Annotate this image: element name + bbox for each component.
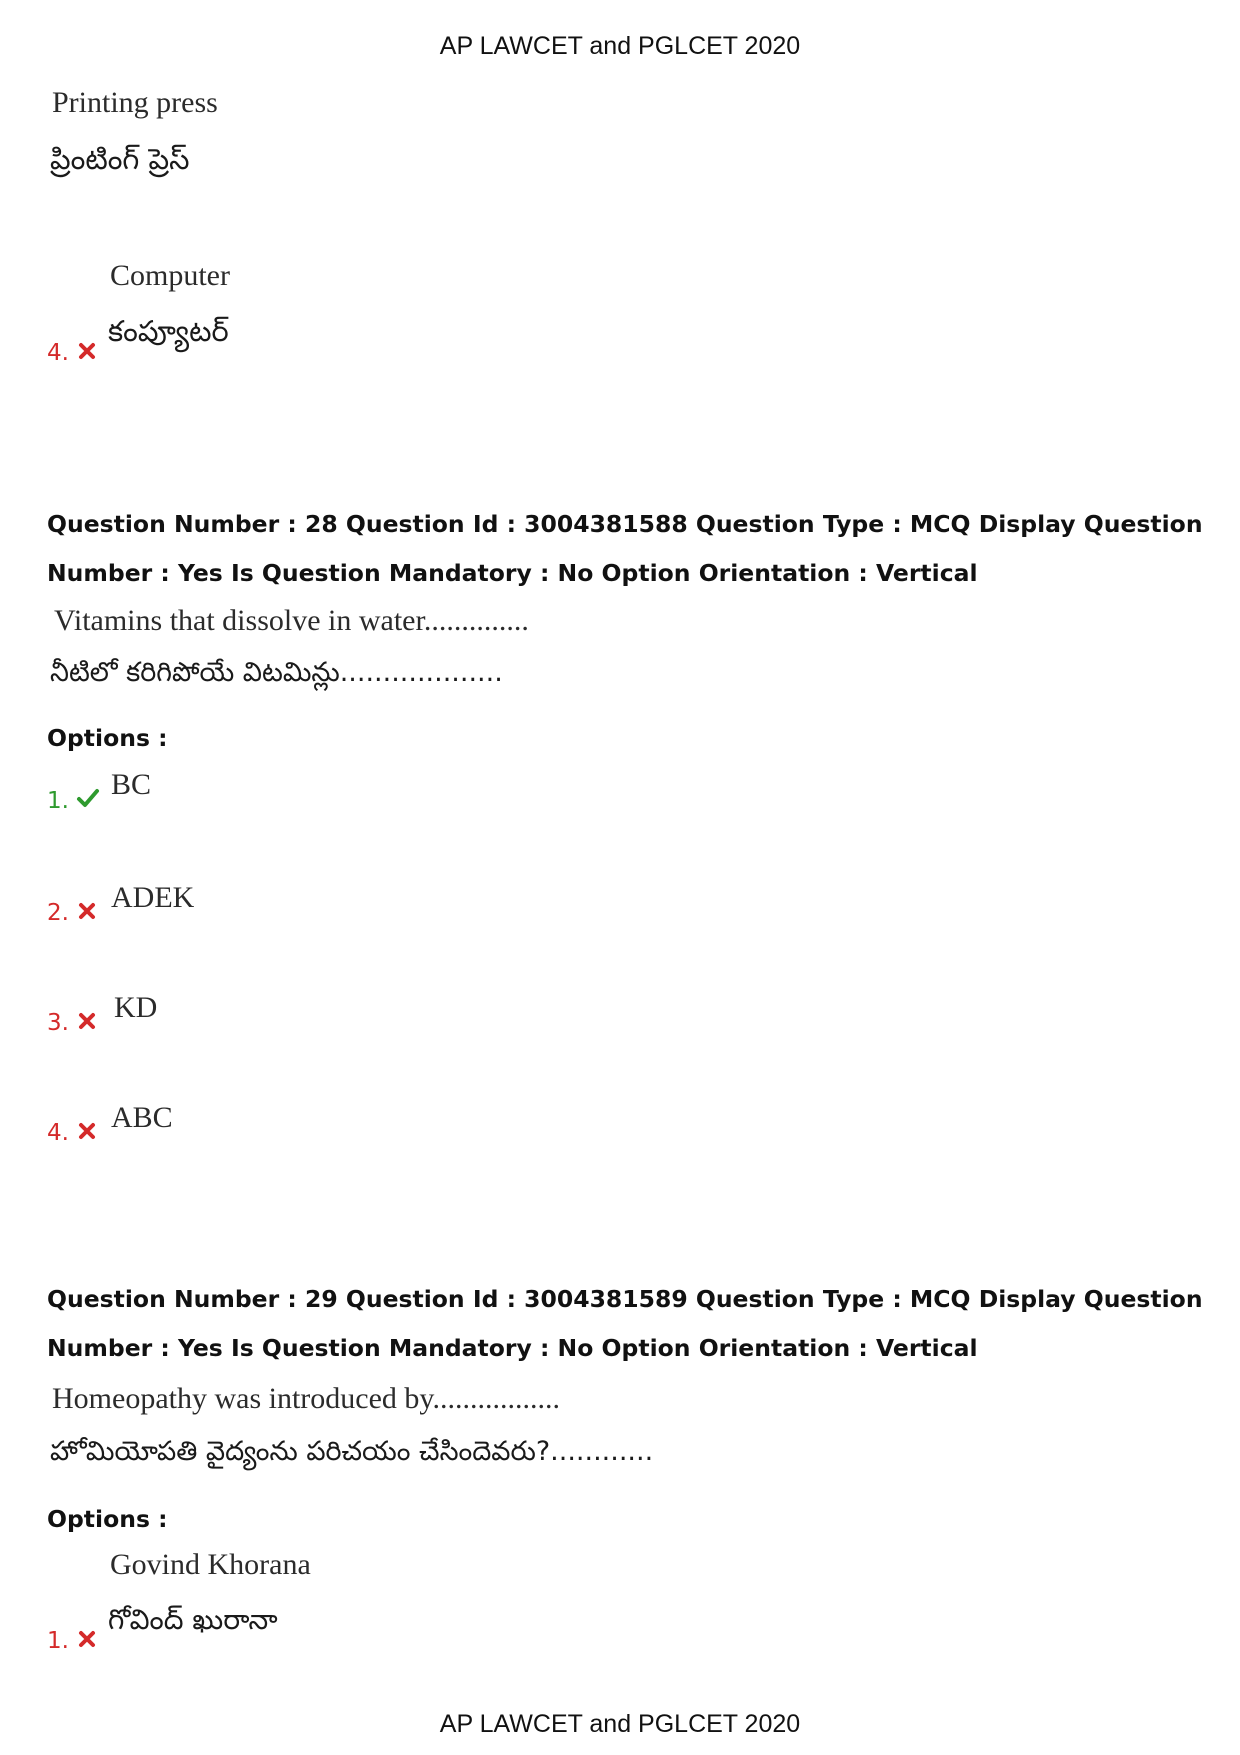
q28-text-english: Vitamins that dissolve in water.............. (54, 604, 529, 637)
q29-option-1-number: 1. (47, 1628, 69, 1654)
option-4-telugu: కంప్యూటర్ (108, 314, 229, 348)
q29-text-telugu: హోమియోపతి వైద్యంను పరిచయం చేసిందెవరు?............ (50, 1436, 654, 1467)
page-footer: AP LAWCET and PGLCET 2020 (439, 1710, 801, 1738)
q28-option-1-number: 1. (47, 788, 69, 814)
option-4-number: 4. (47, 340, 69, 366)
q28-option-3-text: KD (114, 991, 158, 1024)
option-4-english: Computer (110, 259, 230, 292)
cross-icon (78, 902, 96, 920)
option-3-english: Printing press (52, 86, 218, 119)
checkmark-icon (76, 787, 100, 809)
cross-icon (78, 342, 96, 360)
q28-options-label: Options : (47, 724, 168, 752)
page-header: AP LAWCET and PGLCET 2020 (439, 32, 801, 60)
q28-meta-line1: Question Number : 28 Question Id : 3004381588 Question Type : MCQ Display Question (47, 510, 1203, 538)
q29-option-1-telugu: గోవింద్ ఖురానా (108, 1603, 278, 1636)
q28-option-1-text: BC (111, 768, 152, 801)
q28-option-3-number: 3. (47, 1010, 69, 1036)
q29-options-label: Options : (47, 1505, 168, 1533)
q29-text-english: Homeopathy was introduced by................. (52, 1382, 560, 1415)
q28-option-2-text: ADEK (111, 881, 195, 914)
cross-icon (78, 1630, 96, 1648)
option-3-telugu: ప్రింటింగ్ ప్రెస్ (50, 142, 190, 176)
q28-option-4-text: ABC (111, 1101, 173, 1134)
q29-option-1-english: Govind Khorana (110, 1548, 311, 1581)
q28-option-2-number: 2. (47, 900, 69, 926)
q28-meta-line2: Number : Yes Is Question Mandatory : No Option Orientation : Vertical (47, 559, 978, 587)
q28-text-telugu: నీటిలో కరిగిపోయే విటమిన్లు................... (50, 657, 503, 688)
cross-icon (78, 1122, 96, 1140)
q29-meta-line1: Question Number : 29 Question Id : 3004381589 Question Type : MCQ Display Question (47, 1285, 1203, 1313)
q28-option-4-number: 4. (47, 1120, 69, 1146)
cross-icon (78, 1012, 96, 1030)
q29-meta-line2: Number : Yes Is Question Mandatory : No Option Orientation : Vertical (47, 1334, 978, 1362)
